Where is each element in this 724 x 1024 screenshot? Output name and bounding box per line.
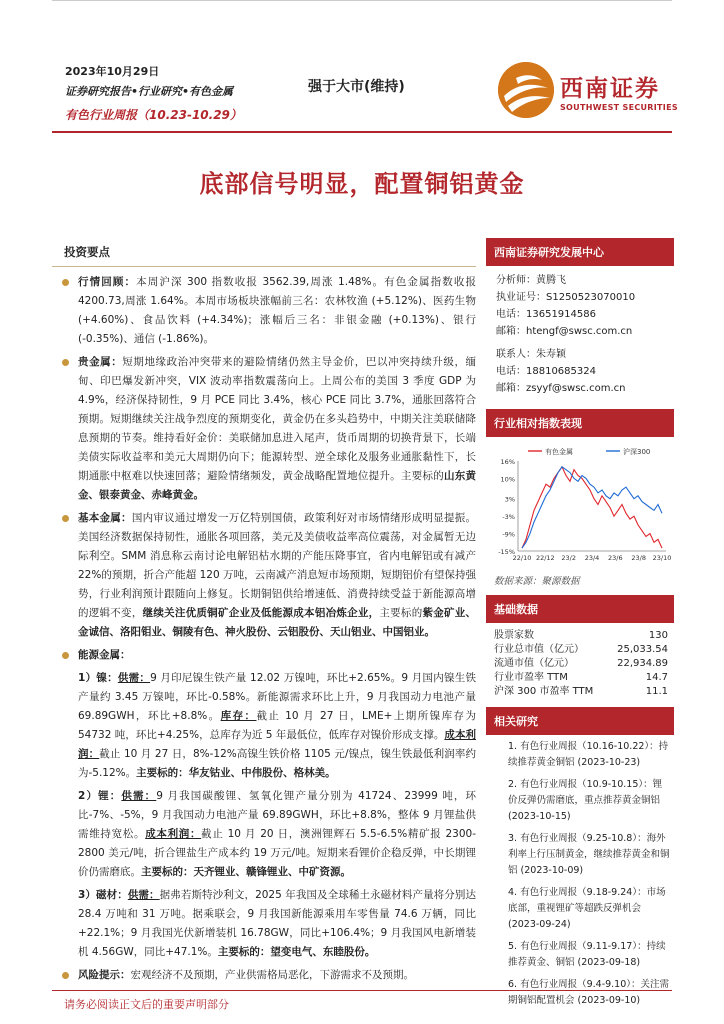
lithium-cost-text: 截止 10 月 20 日，澳洲锂辉石 5.5-6.5%精矿报 2300-2800 美元/吨，折合锂盐生产成本约 19 万元/吨。短期来看锂价企稳反弹，中长期锂价仍需磨底。	[78, 828, 477, 878]
basic-data-table	[486, 623, 674, 707]
lithium-stocks: 主要标的：天齐锂业、赣锋锂业、中矿资源。	[141, 866, 351, 878]
basic-data-value: 22,934.89	[617, 658, 668, 669]
basic-data-value: 14.7	[645, 672, 668, 683]
nickel-supply-label: 供需：	[117, 672, 151, 684]
lithium-cost-label: 成本利润：	[145, 828, 202, 840]
analyst-name: 分析师：黄腾飞	[496, 275, 566, 286]
bullet-icon	[62, 515, 69, 522]
magnet-stocks: 主要标的：望变电气、东睦股份。	[217, 946, 376, 958]
nickel-paragraph	[52, 669, 476, 783]
basic-data-key: 行业市盈率 TTM	[494, 672, 568, 683]
x-tick-label: 22/12	[535, 554, 555, 562]
research-center-title: 西南证券研究发展中心	[486, 238, 674, 266]
x-tick-label: 23/10	[652, 554, 672, 562]
y-tick-label: -3%	[502, 513, 515, 522]
risk-text: 宏观经济不及预期，产业供需格局恶化，下游需求不及预期。	[130, 969, 414, 981]
basic-data-row	[486, 629, 674, 643]
base-metals-text: 国内审议通过增发一万亿特别国债，政策利好对市场情绪形成明显提振。美国经济数据保持韧性，通胀各项回落，美元及美债收益率高位震荡，对金属暂无边际利空。SMM 消息称云南讨论电解铝枯水期的产能压降事宜，省内电解铝或有减产 22%的预期，折合产能超 120 万吨，云南减产消息短市场预期，短期铝价有望保持强势，行业利润预计跟随向上修复。长期铜铝供给增速低、消费持续受益于新能源高增的逻辑不变，	[78, 512, 477, 619]
magnet-supply-label: 供需：	[127, 889, 160, 901]
basic-data-value: 25,033.54	[617, 644, 668, 655]
basic-data-key: 沪深 300 市盈率 TTM	[494, 686, 594, 697]
index-performance-chart	[486, 437, 674, 571]
top-border	[52, 0, 672, 1]
y-tick-label: 10%	[500, 475, 515, 484]
precious-metals-label: 贵金属：	[78, 356, 123, 368]
nickel-cost-label: 成本利润：	[78, 729, 476, 760]
related-research-item[interactable]: 4. 有色行业周报（9.18-9.24）：市场底部，重视锂矿等超跌反弹机会 (2023-09-24)	[508, 887, 666, 930]
analyst-email[interactable]: 邮箱：htengf@swsc.com.cn	[496, 326, 633, 337]
base-metals-text-2: 主要标的	[379, 607, 423, 619]
related-research-item[interactable]: 3. 有色行业周报（9.25-10.8）：海外利率上行压制黄金，继续推荐黄金和铜铝 (2023-10-09)	[508, 833, 670, 876]
header-divider	[52, 131, 672, 133]
contact-email[interactable]: 邮箱：zsyyf@swsc.com.cn	[496, 383, 626, 394]
bullet-icon	[62, 652, 69, 659]
risk-paragraph	[52, 966, 476, 985]
nickel-stocks: 主要标的：华友钴业、中伟股份、格林美。	[136, 767, 336, 779]
investment-summary	[52, 238, 476, 989]
lithium-supply-label: 供需：	[121, 790, 157, 802]
basic-data-row	[486, 671, 674, 685]
precious-metals-paragraph	[52, 353, 476, 505]
contact-name: 联系人：朱寿颖	[496, 349, 566, 360]
precious-metals-stocks: 山东黄金、银泰黄金、赤峰黄金。	[78, 470, 477, 501]
y-tick-label: 16%	[500, 458, 515, 466]
magnet-supply-text: 据弗若斯特沙利文，2025 年我国及全球稀土永磁材料产量将分别达 28.4 万吨和 31 万吨。据乘联会，9 月我国新能源乘用车零售量 74.6 万辆，同比+22.1%；9 月我国光伏新增装机 16.78GW，同比+106.4%；9 月我国风电新增装机 4.56GW，同比+47.1%。	[78, 889, 476, 958]
sidebar	[486, 238, 674, 1011]
x-tick-label: 22/10	[512, 554, 532, 562]
company-logo	[498, 62, 678, 120]
nickel-cost-text: 截止 10 月 27 日，8%-12%高镍生铁价格 1105 元/镍点，镍生铁最低利润率约为-5.12%。	[78, 748, 477, 779]
base-metals-stocks: 紫金矿业、金诚信、洛阳钼业、铜陵有色、神火股份、云铝股份、天山铝业、中国铝业。	[78, 607, 477, 638]
legend-label: 有色金属	[545, 448, 573, 456]
footer-disclaimer: 请务必阅读正文后的重要声明部分	[64, 998, 229, 1011]
lithium-head: 2）锂：	[78, 790, 122, 802]
base-metals-paragraph	[52, 509, 476, 642]
series-line-nonferrous	[522, 467, 662, 548]
basic-data-title: 基础数据	[486, 595, 674, 623]
report-date: 2023年10月29日	[65, 65, 160, 78]
footer-divider	[52, 990, 672, 991]
logo-name-cn: 西南证券	[560, 76, 660, 102]
relative-index-line-chart	[486, 441, 674, 567]
legend-label: 沪深300	[623, 448, 651, 456]
energy-metals-paragraph	[52, 646, 476, 665]
magnet-head: 3）磁材：	[78, 889, 128, 901]
energy-metals-label: 能源金属：	[78, 649, 131, 661]
logo-name-en: SOUTHWEST SECURITIES	[560, 103, 678, 112]
bullet-icon	[62, 279, 69, 286]
chart-source: 数据来源：聚源数据	[494, 576, 580, 587]
nickel-head: 1）镍：	[78, 672, 118, 684]
x-tick-label: 23/6	[608, 554, 623, 562]
y-tick-label: -15%	[498, 548, 515, 556]
nickel-supply-text: 9 月印尼镍生铁产量 12.02 万镍吨，环比+2.65%。9 月国内镍生铁产量约 3.45 万镍吨，环比-0.58%。新能源需求环比上升，9 月我国动力电池产量 69.89GWH，环比+8.8%。	[78, 672, 476, 722]
basic-data-value: 130	[648, 630, 668, 641]
basic-data-row	[486, 685, 674, 699]
y-tick-label: 3%	[504, 495, 515, 504]
lithium-supply-text: 9 月我国碳酸锂、氢氧化锂产量分别为 41724、23999 吨，环比-7%、-5%，9 月我国动力电池产量 69.89GWH，环比+8.8%，整体 9 月锂盐供需维持宽松。	[78, 790, 477, 840]
magnet-paragraph	[52, 886, 476, 962]
series-line-csi300	[522, 467, 662, 548]
nickel-inventory-text: 截止 10 月 27 日，LME+上期所镍库存为 54732 吨，环比+4.25%，总库存为近 5 年最低位，低库存对镍价形成支撑。	[78, 710, 477, 741]
report-title: 底部信号明显，配置铜铝黄金	[199, 170, 525, 198]
analyst-license: 执业证号：S1250523070010	[496, 292, 636, 303]
x-tick-label: 23/8	[631, 554, 646, 562]
x-tick-label: 23/4	[584, 554, 600, 562]
basic-data-value: 11.1	[645, 686, 668, 697]
industry-rating: 强于大市(维持)	[308, 79, 405, 95]
basic-data-key: 股票家数	[494, 630, 534, 641]
lithium-paragraph	[52, 787, 476, 882]
x-tick-label: 23/2	[561, 554, 576, 562]
base-metals-label: 基本金属：	[78, 512, 132, 524]
logo-emblem-icon	[498, 62, 554, 118]
summary-heading: 投资要点	[52, 238, 476, 267]
base-metals-focus: 继续关注优质铜矿企业及低能源成本铝冶炼企业，	[142, 607, 380, 619]
basic-data-key: 行业总市值（亿元）	[494, 644, 584, 655]
basic-data-row	[486, 657, 674, 671]
market-review-label: 行情回顾：	[78, 276, 137, 288]
related-research-item[interactable]: 2. 有色行业周报（10.9-10.15）：锂价反弹仍需磨底，重点推荐黄金铜铝 (2023-10-15)	[508, 779, 663, 822]
nickel-inventory-label: 库存：	[220, 710, 257, 722]
bullet-icon	[62, 359, 69, 366]
contact-phone: 电话：18810685324	[496, 366, 596, 377]
report-type: 证券研究报告•行业研究•有色金属	[65, 85, 234, 98]
market-review-paragraph	[52, 273, 476, 349]
risk-label: 风险提示：	[78, 969, 131, 981]
basic-data-row	[486, 643, 674, 657]
bullet-icon	[62, 972, 69, 979]
related-research-title: 相关研究	[486, 707, 674, 735]
analyst-contacts	[486, 266, 674, 401]
analyst-phone: 电话：13651914586	[496, 309, 596, 320]
related-research-list	[486, 735, 674, 1011]
related-research-item[interactable]: 6. 有色行业周报（9.4-9.10）：关注需期铜铝配置机会 (2023-09-10)	[508, 979, 670, 1006]
report-weekly-label: 有色行业周报（10.23-10.29）	[65, 108, 242, 122]
index-performance-title: 行业相对指数表现	[486, 409, 674, 437]
basic-data-key: 流通市值（亿元）	[494, 658, 574, 669]
market-review-text: 本周沪深 300 指数收报 3562.39,周涨 1.48%。有色金属指数收报 4200.73,周涨 1.64%。本周市场板块涨幅前三名：农林牧渔 (+5.12%)、医药生物 (+4.60%)、食品饮料 (+4.34%)；涨幅后三名：非银金融 (+0.13%)、银行 (-0.35%)、通信 (-1.86%)。	[78, 276, 476, 345]
precious-metals-text: 短期地缘政治冲突带来的避险情绪仍然主导金价，巴以冲突持续升级，缅甸、印巴爆发新冲突，VIX 波动率指数震荡向上。上周公布的美国 3 季度 GDP 为 4.9%，经济保持韧性，9 月 PCE 同比 3.4%，核心 PCE 同比 3.7%，通胀回落符合预期。短期继续关注战争烈度的预期变化，黄金仍在多头趋势中，中期关注美联储降息预期的节奏。维持看好金价：美联储加息进入尾声，货币周期的切换背景下，长端美债实际收益率和美元大周期仍向下；能源转型、逆全球化及服务业通胀黏性下，长期通胀中枢难以快速回落；避险情绪频发，黄金战略配置地位提升。主要标的	[78, 356, 477, 482]
related-research-item[interactable]: 1. 有色行业周报（10.16-10.22）：持续推荐黄金铜铝 (2023-10-23)	[508, 741, 669, 768]
y-tick-label: -9%	[502, 530, 515, 539]
related-research-item[interactable]: 5. 有色行业周报（9.11-9.17）：持续推荐黄金、铜铝 (2023-09-18)	[508, 941, 666, 968]
